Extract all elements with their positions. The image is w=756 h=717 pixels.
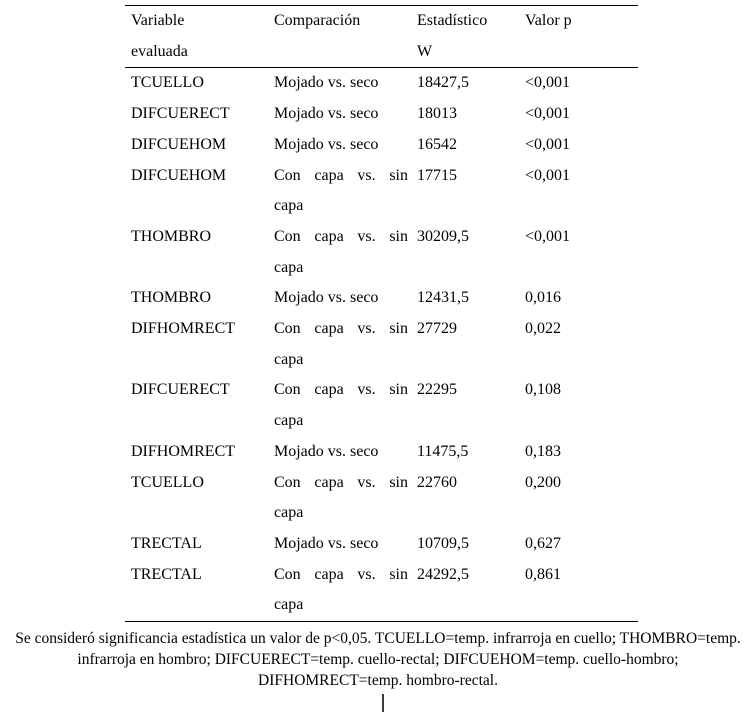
table-row xyxy=(125,529,638,560)
cell-valor-p: <0,001 xyxy=(525,135,571,153)
table-footnote: Se consideró significancia estadística un valor de p<0,05. TCUELLO=temp. infrarroja en cuello; THOMBRO=temp. infrarroja en hombro; DIFCUERECT=temp. cuello-rectal; DIFCUEHOM=temp. cuello-hombro; DIFHOMRECT=temp. hombro-rectal. xyxy=(15,630,741,689)
header-comparacion-line1: Comparación xyxy=(274,12,361,29)
cell-valor-p: 0,861 xyxy=(525,565,561,583)
table-row xyxy=(125,375,638,436)
header-estadistico-line2: W xyxy=(417,42,433,60)
cell-estadistico: 27729 xyxy=(417,320,457,338)
table-row xyxy=(125,99,638,130)
cell-valor-p: 0,016 xyxy=(525,289,561,307)
header-estadistico-line1: Estadístico xyxy=(417,12,488,29)
header-variable-line1: Variable xyxy=(131,12,185,29)
cell-variable: DIFCUEHOM xyxy=(131,166,227,184)
cell-valor-p: 0,200 xyxy=(525,473,561,491)
cell-estadistico: 10709,5 xyxy=(417,534,469,552)
cell-valor-p: 0,183 xyxy=(525,442,561,460)
cell-valor-p: <0,001 xyxy=(525,105,571,123)
table-row xyxy=(125,560,638,621)
cell-estadistico: 22760 xyxy=(417,473,457,491)
cell-variable: DIFCUERECT xyxy=(131,105,230,123)
cell-variable: DIFHOMRECT xyxy=(131,320,236,338)
cell-comparacion: Con capa vs. sin capa xyxy=(274,381,408,430)
table-row xyxy=(125,161,638,222)
cell-variable: TCUELLO xyxy=(131,473,204,491)
cell-comparacion: Mojado vs. seco xyxy=(274,534,379,552)
table-row xyxy=(125,468,638,529)
header-estadistico xyxy=(417,6,522,67)
header-comparacion xyxy=(274,6,417,67)
cell-comparacion: Mojado vs. seco xyxy=(274,289,379,307)
header-variable-line2: evaluada xyxy=(131,42,188,60)
cell-estadistico: 18013 xyxy=(417,105,457,123)
cell-variable: DIFHOMRECT xyxy=(131,442,236,460)
cell-estadistico: 17715 xyxy=(417,166,457,184)
cell-variable: DIFCUERECT xyxy=(131,381,230,399)
table-row xyxy=(125,222,638,283)
cell-estadistico: 16542 xyxy=(417,135,457,153)
cell-comparacion: Con capa vs. sin capa xyxy=(274,166,408,215)
table-row xyxy=(125,68,638,99)
table-body xyxy=(125,68,638,621)
cell-variable: THOMBRO xyxy=(131,289,212,307)
header-valor-p xyxy=(522,6,638,67)
cell-estadistico: 22295 xyxy=(417,381,457,399)
cell-valor-p: 0,108 xyxy=(525,381,561,399)
cell-estadistico: 11475,5 xyxy=(417,442,469,460)
cell-comparacion: Mojado vs. seco xyxy=(274,74,379,92)
cell-valor-p: <0,001 xyxy=(525,227,571,245)
cell-comparacion: Mojado vs. seco xyxy=(274,135,379,153)
cell-variable: TCUELLO xyxy=(131,74,204,92)
results-table xyxy=(125,5,638,622)
cell-valor-p: 0,627 xyxy=(525,534,561,552)
table-row xyxy=(125,130,638,161)
header-valor-p-line1: Valor p xyxy=(525,12,572,29)
cell-comparacion: Mojado vs. seco xyxy=(274,442,379,460)
table-header-row xyxy=(125,6,638,68)
cell-comparacion: Mojado vs. seco xyxy=(274,105,379,123)
cell-variable: THOMBRO xyxy=(131,227,212,245)
cell-variable: TRECTAL xyxy=(131,565,202,583)
cell-comparacion: Con capa vs. sin capa xyxy=(274,565,408,614)
cell-estadistico: 12431,5 xyxy=(417,289,469,307)
text-cursor xyxy=(382,694,384,712)
cell-comparacion: Con capa vs. sin capa xyxy=(274,320,408,368)
cell-comparacion: Con capa vs. sin capa xyxy=(274,227,408,276)
cell-valor-p: <0,001 xyxy=(525,74,571,92)
cell-estadistico: 30209,5 xyxy=(417,227,469,245)
cell-estadistico: 18427,5 xyxy=(417,74,469,92)
cell-variable: TRECTAL xyxy=(131,534,202,552)
cell-valor-p: 0,022 xyxy=(525,320,561,338)
table-row xyxy=(125,437,638,468)
table-row xyxy=(125,283,638,314)
table-row xyxy=(125,314,638,375)
cell-comparacion: Con capa vs. sin capa xyxy=(274,473,408,522)
cell-valor-p: <0,001 xyxy=(525,166,571,184)
header-variable xyxy=(125,6,274,67)
cell-variable: DIFCUEHOM xyxy=(131,135,227,153)
cell-estadistico: 24292,5 xyxy=(417,565,469,583)
